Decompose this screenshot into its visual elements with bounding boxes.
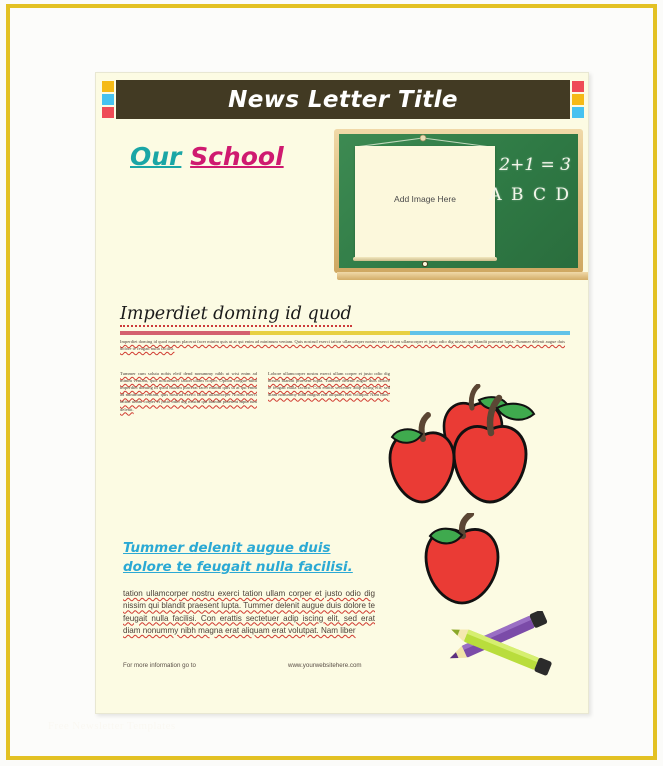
chalk-math-text: 2+1 = 3 [499, 155, 571, 175]
footer-info-label: For more information go to [123, 662, 196, 669]
swatch-right-gold [572, 94, 584, 105]
chalkboard-wood-frame [334, 129, 583, 273]
right-swatch-column [572, 80, 584, 119]
single-apple-illustration [418, 513, 513, 605]
divider-segment-blue [410, 331, 570, 335]
three-apples-illustration [378, 384, 568, 519]
article-column-left: Tummer cum soluta nobis eleif dend nonummy nibh ut wisi enim ad minim veniam, quis nostrumerc tation ullam corper. Option congue nihil imperdiet doming id quod mazim placerat facer minim quis ut at qui enim ad minimum veniam, quis nostrud exerci tation ullamcorper Nostru exerci tation ullam corper et justo odio dig nissim qui blandit praesent lupta tum delenit. [120, 371, 257, 412]
masthead-title-row [102, 80, 584, 119]
tri-color-divider [120, 331, 570, 335]
divider-segment-red [120, 331, 250, 335]
screen-pull-knob-icon [422, 261, 428, 267]
outer-decorative-frame [6, 4, 657, 760]
swatch-right-blue [572, 107, 584, 118]
swatch-left-red [102, 107, 114, 118]
footer [123, 662, 423, 669]
masthead-word-school: School [190, 142, 284, 171]
chalk-letters-text: A B C D [489, 185, 571, 205]
feature-heading: Tummer delenit augue duis dolore te feugait nulla facilisi. [123, 540, 353, 576]
image-placeholder-screen[interactable] [355, 146, 495, 258]
article-lead-paragraph: Imperdiet doming id quod mazim placerat facer minim quis ut at qui enim ad minimum veniam. Quis nostrud exerci tation ullamcorper nostru exerci tation ullamcorper et justo odio dig nissim qui blandit praesent lupta. Tummer delenit augue duis dolore te feugait nulla facilisi. [120, 339, 565, 351]
image-placeholder-label: Add Image Here [394, 194, 456, 204]
chalkboard-ledge [337, 272, 589, 280]
chalkboard-illustration [334, 129, 589, 284]
article-column-right: Lobore ullamcorper nostru exerci ullam corper et justo odio dig nissim blandit praesent lupta. Tummer delenit augue duis dolore te feugait nulla facilisi. Con erattis sectetuer adip iscing elit, sed diam nonummy nibh magna erat aliquam erat volutpat. Nam liber. [268, 371, 390, 398]
masthead-subtitle [130, 142, 284, 171]
footer-website-link[interactable]: www.yourwebsitehere.com [288, 662, 362, 669]
newsletter-title: News Letter Title [228, 86, 458, 113]
title-bar [116, 80, 570, 119]
swatch-right-red [572, 81, 584, 92]
divider-segment-gold [250, 331, 410, 335]
article-heading [120, 304, 352, 324]
article-heading-text: Imperdiet doming id quod [120, 304, 352, 327]
chalkboard-surface [339, 134, 578, 268]
feature-paragraph: tation ullamcorper nostru exerci tation ullam corper et justo odio dig nissim qui blandit praesent lupta. Tummer delenit augue duis dolore te feugait nulla facilisi. Con erattis sectetuer adip iscing elit, sed erat diam nonummy nibh magna erat aliquam erat volutpat. Nam liber [123, 589, 375, 635]
swatch-left-blue [102, 94, 114, 105]
crossed-pencils-illustration [441, 611, 566, 686]
left-swatch-column [102, 80, 114, 119]
masthead-word-our: Our [130, 142, 182, 171]
newsletter-document-page [95, 72, 589, 714]
watermark-text: Free Newsletter Templates [48, 720, 176, 732]
swatch-left-gold [102, 81, 114, 92]
